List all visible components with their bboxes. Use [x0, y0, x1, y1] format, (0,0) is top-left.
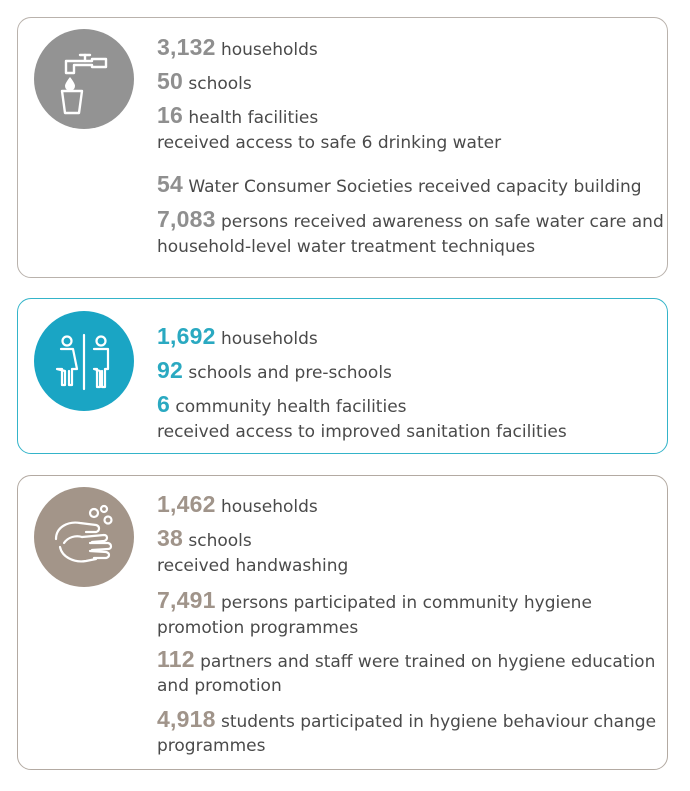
water-health-facilities: 16 health facilities: [157, 102, 319, 128]
hygiene-students-cont: programmes: [157, 736, 266, 756]
handwashing-icon: [34, 487, 134, 587]
toilet-icon: [34, 311, 134, 411]
hygiene-students: 4,918 students participated in hygiene behaviour change: [157, 706, 657, 732]
hygiene-persons-cont: promotion programmes: [157, 618, 359, 638]
sanitation-schools: 92 schools and pre-schools: [157, 357, 392, 383]
hygiene-partners-cont: and promotion: [157, 676, 282, 696]
sanitation-households: 1,692 households: [157, 323, 318, 349]
hygiene-card: [17, 475, 668, 770]
water-access-text: received access to safe 6 drinking water: [157, 133, 502, 153]
water-awareness-cont: household-level water treatment techniques: [157, 237, 536, 257]
water-card: [17, 17, 668, 278]
sanitation-health-facilities: 6 community health facilities: [157, 391, 407, 417]
hygiene-partners: 112 partners and staff were trained on hygiene education: [157, 646, 656, 672]
sanitation-card: [17, 298, 668, 454]
water-societies: 54 Water Consumer Societies received capacity building: [157, 171, 642, 197]
water-awareness: 7,083 persons received awareness on safe water care and: [157, 206, 664, 232]
hygiene-received-text: received handwashing: [157, 556, 349, 576]
hygiene-persons: 7,491 persons participated in community hygiene: [157, 587, 592, 613]
water-tap-icon: [34, 29, 134, 129]
sanitation-access-text: received access to improved sanitation facilities: [157, 422, 567, 442]
hygiene-households: 1,462 households: [157, 491, 318, 517]
water-schools: 50 schools: [157, 68, 252, 94]
water-households: 3,132 households: [157, 34, 318, 60]
hygiene-schools: 38 schools: [157, 525, 252, 551]
